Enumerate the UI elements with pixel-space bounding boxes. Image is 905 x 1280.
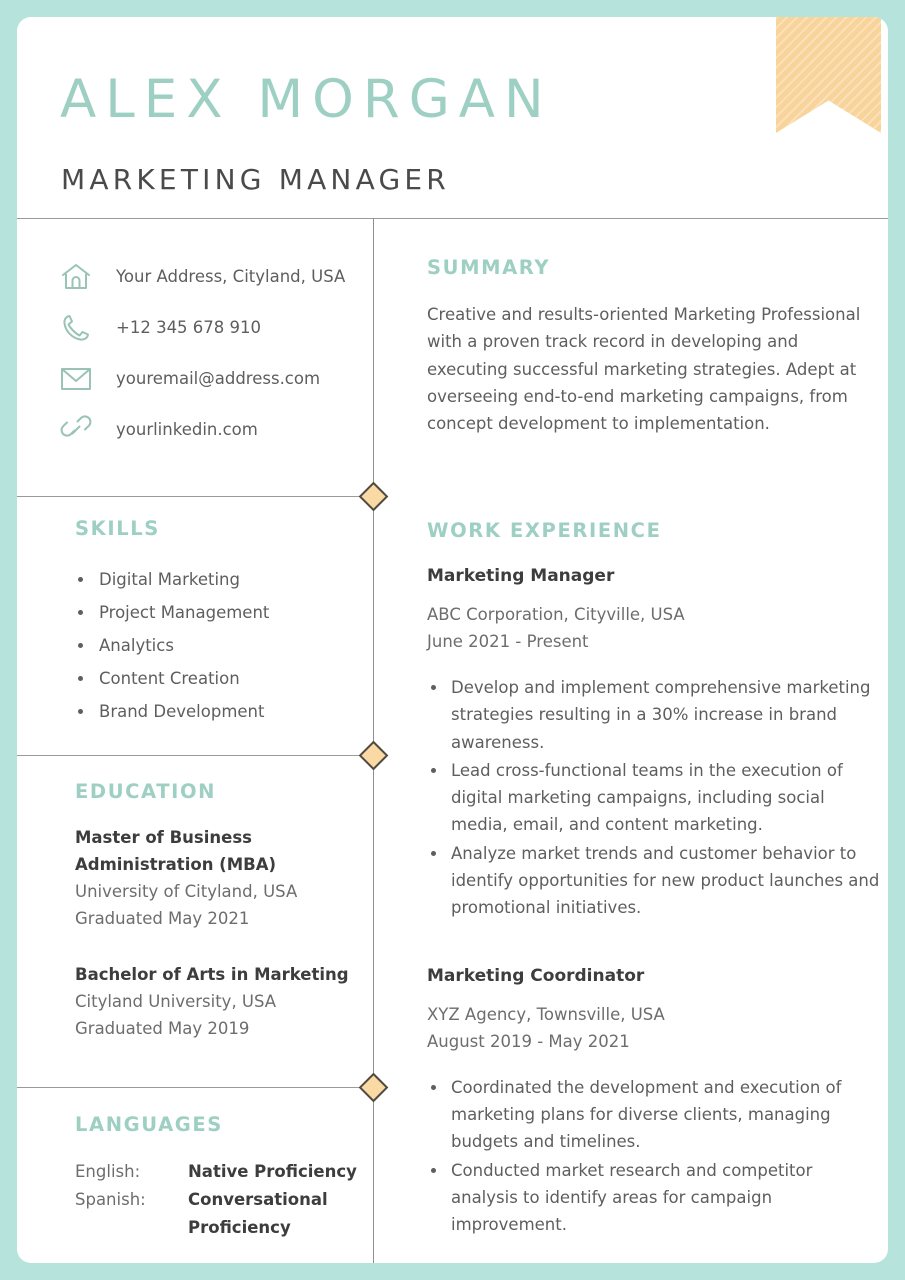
list-item: Develop and implement comprehensive marketing strategies resulting in a 30% increase in brand awareness. bbox=[427, 674, 882, 756]
list-item: Coordinated the development and execution of marketing plans for diverse clients, managing budgets and timelines. bbox=[427, 1074, 882, 1156]
link-icon bbox=[60, 415, 100, 445]
languages-heading: LANGUAGES bbox=[75, 1113, 223, 1136]
language-name: English: bbox=[75, 1162, 141, 1181]
list-item: Lead cross-functional teams in the execution of digital marketing campaigns, including social media, email, and content marketing. bbox=[427, 757, 882, 839]
table-row bbox=[75, 1158, 370, 1186]
table-row bbox=[75, 1186, 370, 1242]
job-role: Marketing Coordinator bbox=[427, 965, 645, 986]
header-divider bbox=[17, 218, 888, 219]
skills-list bbox=[75, 563, 365, 728]
job-bullet-list bbox=[427, 674, 882, 922]
education-institution: Cityland University, USA bbox=[75, 992, 277, 1011]
education-section bbox=[75, 780, 367, 1042]
job-entry bbox=[427, 962, 882, 1239]
list-item: Analyze market trends and customer behavior to identify opportunities for new product launches and promotional initiatives. bbox=[427, 840, 882, 922]
resume-header bbox=[17, 17, 888, 218]
skills-heading: SKILLS bbox=[75, 517, 160, 540]
left-divider-2 bbox=[17, 755, 374, 756]
education-entry bbox=[75, 824, 367, 932]
contact-email-text: youremail@address.com bbox=[116, 369, 321, 388]
contact-item-phone bbox=[60, 302, 360, 353]
education-degree: Bachelor of Arts in Marketing bbox=[75, 965, 349, 984]
summary-heading: SUMMARY bbox=[427, 256, 551, 279]
summary-section bbox=[427, 256, 877, 437]
contact-address-text: Your Address, Cityland, USA bbox=[116, 267, 346, 286]
work-experience-section bbox=[427, 519, 882, 1239]
skills-section bbox=[75, 517, 365, 728]
education-graduated: Graduated May 2021 bbox=[75, 909, 250, 928]
list-item: Brand Development bbox=[75, 695, 365, 728]
job-bullet-list bbox=[427, 1074, 882, 1239]
left-divider-1 bbox=[17, 496, 374, 497]
list-item: Analytics bbox=[75, 629, 365, 662]
languages-table bbox=[75, 1158, 370, 1242]
list-item: Conducted market research and competitor analysis to identify areas for campaign improvement. bbox=[427, 1157, 882, 1239]
contact-list bbox=[60, 251, 360, 455]
resume-card bbox=[17, 17, 888, 1263]
summary-text: Creative and results-oriented Marketing Professional with a proven track record in developing and executing successful marketing strategies. Adept at overseeing end-to-end marketing campaigns, from concept development to implementation. bbox=[427, 305, 861, 434]
contact-link-text: yourlinkedin.com bbox=[116, 420, 258, 439]
contact-item-email bbox=[60, 353, 360, 404]
job-role: Marketing Manager bbox=[427, 566, 615, 586]
candidate-job-title: MARKETING MANAGER bbox=[61, 163, 450, 196]
job-company: XYZ Agency, Townsville, USA bbox=[427, 1004, 665, 1024]
education-graduated: Graduated May 2019 bbox=[75, 1019, 250, 1038]
contact-phone-text: +12 345 678 910 bbox=[116, 318, 262, 337]
education-degree: Master of Business Administration (MBA) bbox=[75, 828, 277, 874]
language-name: Spanish: bbox=[75, 1190, 146, 1209]
home-icon bbox=[60, 262, 100, 292]
job-dates: June 2021 - Present bbox=[427, 632, 589, 651]
job-dates: August 2019 - May 2021 bbox=[427, 1031, 630, 1051]
work-experience-heading: WORK EXPERIENCE bbox=[427, 519, 662, 542]
contact-item-link bbox=[60, 404, 360, 455]
languages-section bbox=[75, 1113, 370, 1242]
list-item: Content Creation bbox=[75, 662, 365, 695]
right-column bbox=[374, 218, 888, 1263]
contact-item-address bbox=[60, 251, 360, 302]
list-item: Project Management bbox=[75, 596, 365, 629]
language-level: Conversational Proficiency bbox=[188, 1190, 328, 1237]
phone-icon bbox=[60, 312, 100, 344]
left-divider-3 bbox=[17, 1087, 374, 1088]
education-heading: EDUCATION bbox=[75, 780, 217, 803]
left-column bbox=[17, 218, 373, 1263]
candidate-name: ALEX MORGAN bbox=[60, 69, 553, 130]
education-entry bbox=[75, 961, 367, 1042]
list-item: Digital Marketing bbox=[75, 563, 365, 596]
job-entry bbox=[427, 562, 882, 922]
envelope-icon bbox=[60, 366, 100, 392]
job-company: ABC Corporation, Cityville, USA bbox=[427, 605, 685, 624]
education-institution: University of Cityland, USA bbox=[75, 882, 298, 901]
language-level: Native Proficiency bbox=[188, 1162, 357, 1181]
